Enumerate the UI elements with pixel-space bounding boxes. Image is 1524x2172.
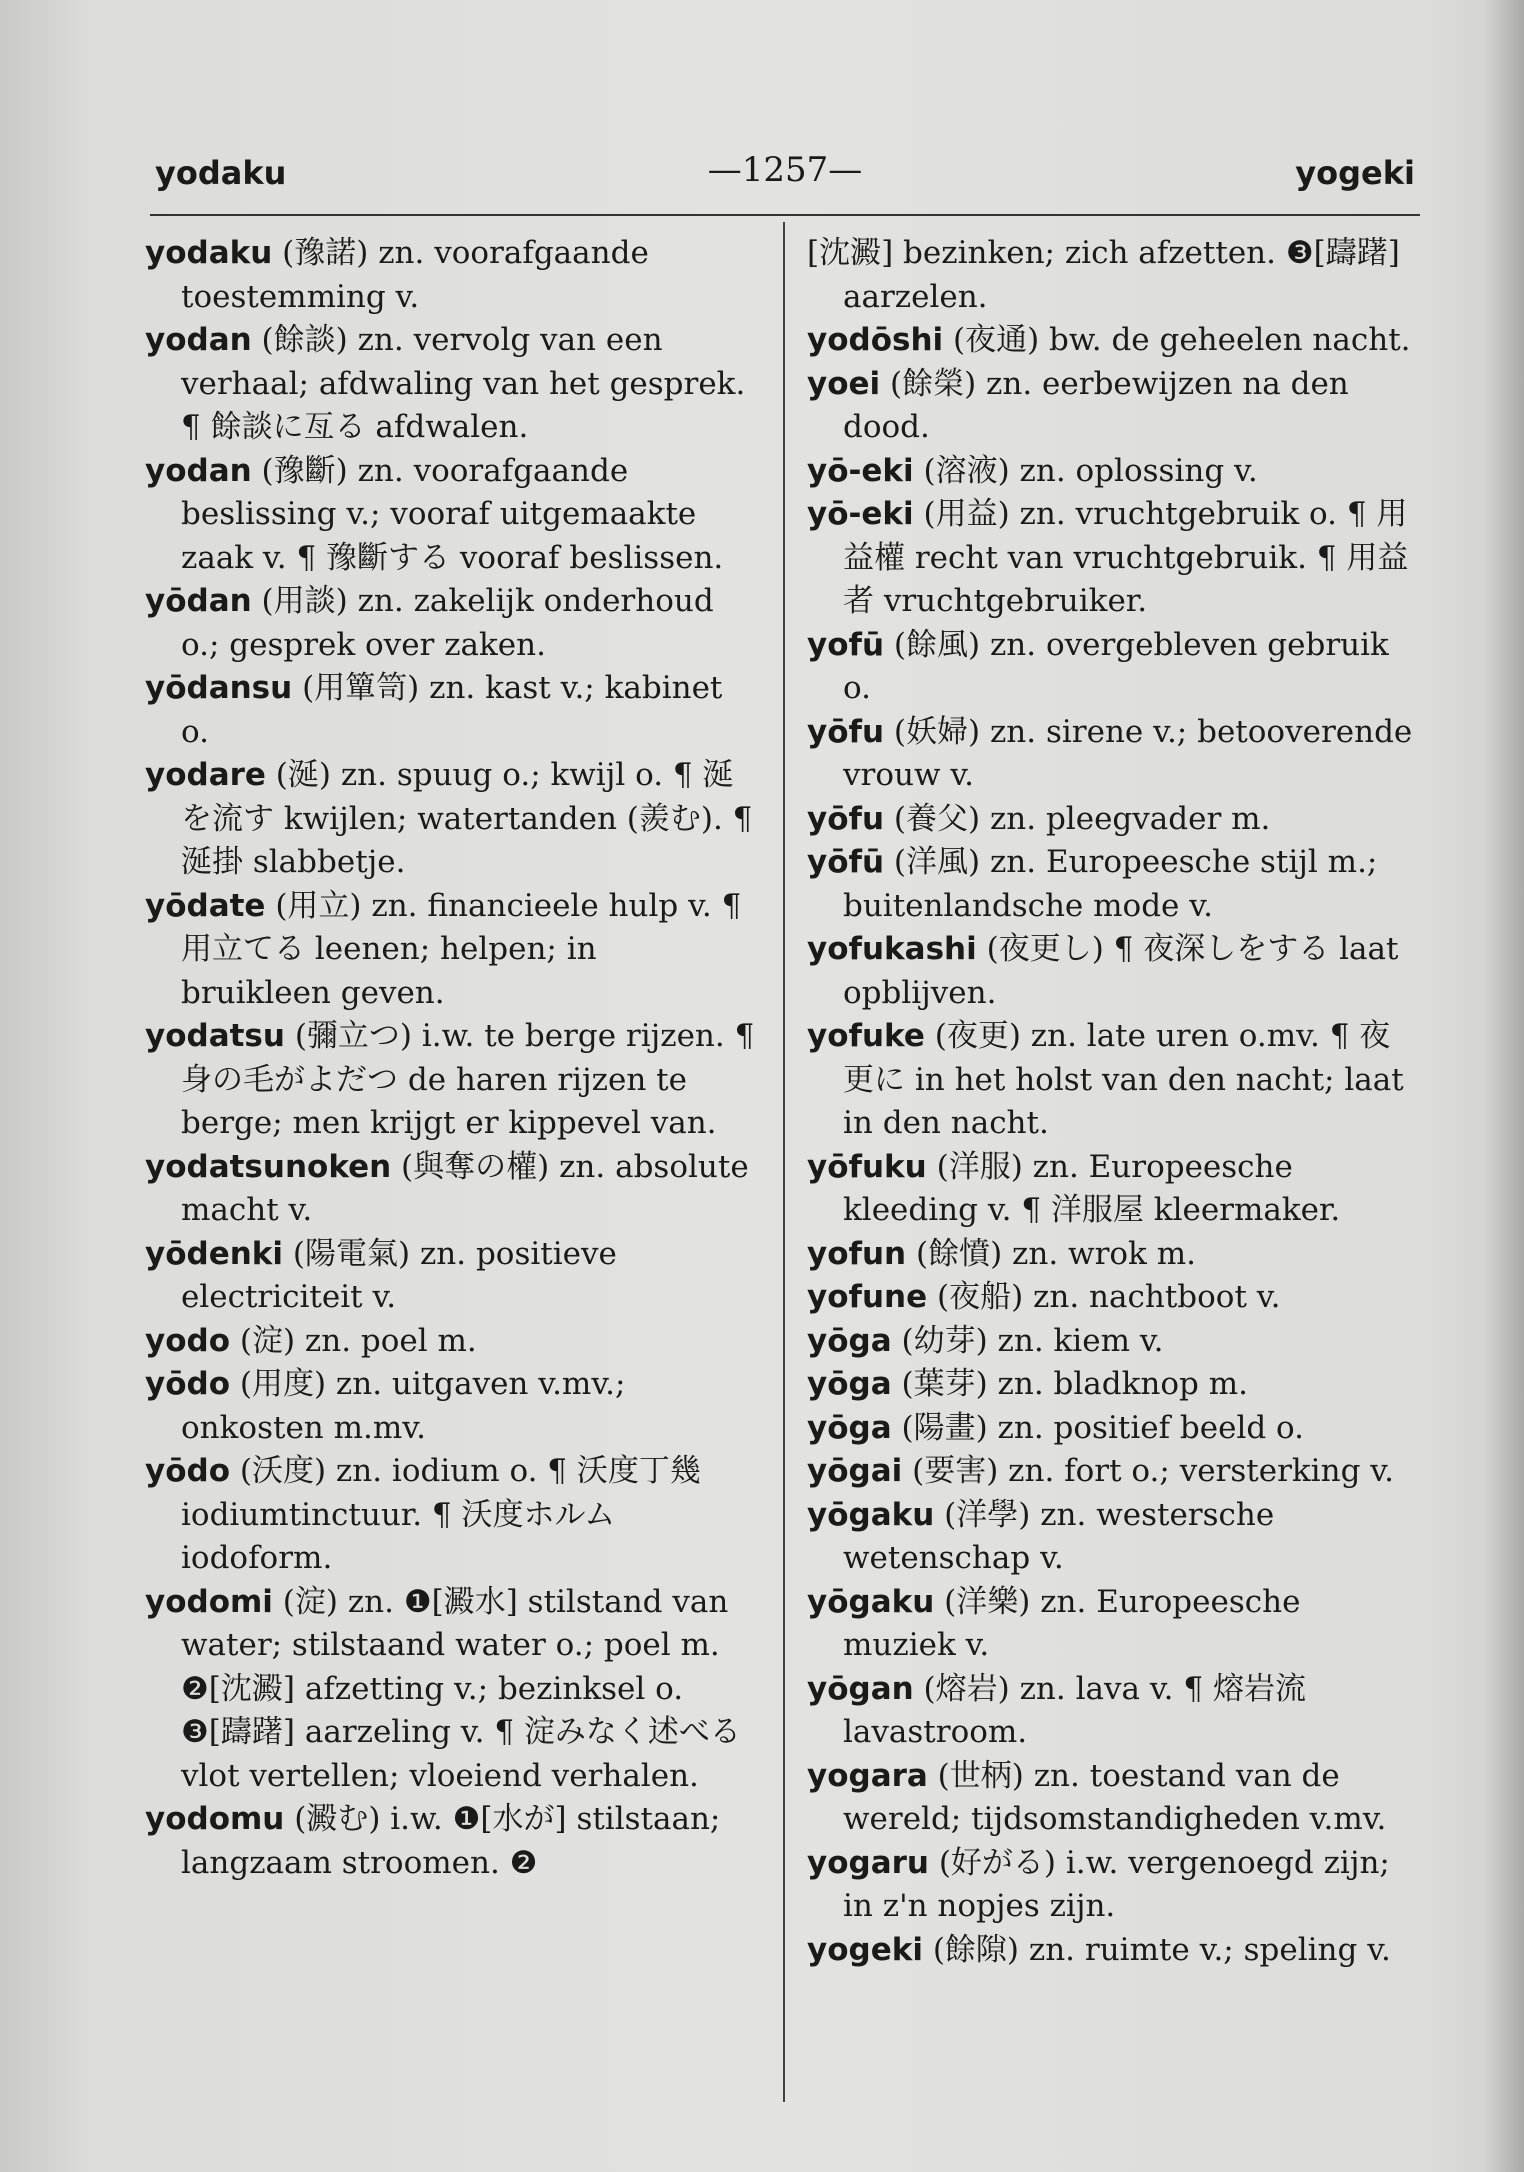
dictionary-entry (807, 1581, 1417, 1668)
dictionary-entry (145, 667, 755, 754)
entry-headword: yōdenki (145, 1235, 284, 1272)
entry-headword: yodare (145, 757, 266, 793)
right-column (807, 232, 1417, 2112)
dictionary-entry (145, 1233, 755, 1320)
entry-headword: yōdate (145, 887, 266, 924)
dictionary-entry (807, 319, 1417, 363)
entry-definition: (幼芽) zn. kiem v. (891, 1322, 1164, 1359)
entry-headword: yōga (807, 1322, 892, 1359)
dictionary-entry (807, 1929, 1417, 1973)
entry-headword: yodomu (145, 1801, 285, 1837)
entry-headword: yofun (807, 1235, 907, 1272)
dictionary-entry (145, 1146, 755, 1233)
spine-shadow (1484, 0, 1524, 2172)
entry-definition: (世柄) zn. toestand van de wereld; tijdsomstandigheden v.mv. (843, 1757, 1387, 1837)
entry-definition: (餘榮) zn. eerbewijzen na den dood. (843, 365, 1349, 445)
entry-headword: yofune (807, 1279, 928, 1315)
entry-definition: (涎) zn. spuug o.; kwijl o. ¶ 涎を流す kwijlen; watertanden (羨む). ¶ 涎掛 slabbetje. (181, 757, 753, 880)
dictionary-entry (807, 1755, 1417, 1842)
page-header (155, 140, 1415, 200)
entry-headword: yōdo (145, 1453, 230, 1489)
dictionary-entry (807, 493, 1417, 624)
dictionary-entry (807, 928, 1417, 1015)
entry-headword: yodatsu (145, 1018, 285, 1054)
entry-headword: yodo (145, 1322, 230, 1359)
dictionary-entry (145, 1363, 755, 1450)
entry-definition: (豫斷) zn. voorafgaande beslissing v.; vooraf uitgemaakte zaak v. ¶ 豫斷する vooraf beslissen. (181, 452, 724, 576)
entry-definition: (要害) zn. fort o.; versterking v. (902, 1453, 1394, 1489)
entry-definition: (餘憤) zn. wrok m. (906, 1235, 1196, 1272)
dictionary-entry (807, 624, 1417, 711)
entry-headword: yōfū (807, 844, 885, 880)
dictionary-entry (807, 1668, 1417, 1755)
entry-definition: (陽畫) zn. positief beeld o. (891, 1409, 1305, 1446)
entry-headword: yofukashi (807, 931, 977, 967)
entry-definition: (用簞笥) zn. kast v.; kabinet o. (181, 670, 723, 750)
dictionary-entry (145, 1320, 755, 1364)
dictionary-entry (807, 232, 1417, 319)
entry-definition: (陽電氣) zn. positieve electriciteit v. (181, 1235, 617, 1315)
entry-definition: (沃度) zn. iodium o. ¶ 沃度丁幾 iodiumtinctuur. ¶ 沃度ホルム iodoform. (181, 1453, 701, 1576)
entry-definition: (與奪の權) zn. absolute macht v. (181, 1148, 749, 1228)
entry-headword: yōfu (807, 713, 885, 750)
page-number: —1257— (707, 150, 863, 190)
header-rule (150, 214, 1420, 216)
entry-definition: (溶液) zn. oplossing v. (913, 452, 1258, 489)
entry-definition: (夜更し) ¶ 夜深しをする laat opblijven. (843, 931, 1399, 1011)
entry-headword: yōfu (807, 800, 885, 837)
entry-definition: (淀) zn. ❶[澱水] stilstand van water; stilstaand water o.; poel m. ❷[沈澱] afzetting v.; bezinksel o. ❸[躊躇] aarzeling v. ¶ 淀みなく述べる vlot vertellen; vloeiend verhalen. (181, 1583, 741, 1794)
entry-headword: yodomi (145, 1583, 273, 1620)
left-guide-word: yodaku (155, 154, 287, 192)
dictionary-entry (145, 754, 755, 885)
left-column (145, 232, 755, 2112)
dictionary-entry (807, 1494, 1417, 1581)
entry-headword: yōga (807, 1366, 892, 1402)
entry-headword: yoei (807, 365, 881, 402)
entry-definition: [沈澱] bezinken; zich afzetten. ❸[躊躇] aarzelen. (807, 235, 1400, 315)
entry-headword: yodōshi (807, 322, 944, 358)
dictionary-entry (807, 1363, 1417, 1407)
entry-definition: (用度) zn. uitgaven v.mv.; onkosten m.mv. (181, 1366, 626, 1446)
entry-definition: (洋風) zn. Europeesche stijl m.; buitenlandsche mode v. (843, 844, 1378, 924)
entry-definition: (澱む) i.w. ❶[水が] stilstaan; langzaam stroomen. ❷ (181, 1801, 721, 1881)
entry-headword: yōgaku (807, 1583, 935, 1620)
dictionary-entry (145, 1798, 755, 1885)
entry-headword: yō-eki (807, 452, 914, 489)
entry-headword: yodatsunoken (145, 1148, 392, 1185)
dictionary-entry (807, 450, 1417, 494)
entry-headword: yōgaku (807, 1496, 935, 1533)
entry-definition: (洋樂) zn. Europeesche muziek v. (843, 1583, 1301, 1663)
column-divider (783, 222, 785, 2102)
entry-headword: yodan (145, 322, 252, 358)
dictionary-entry (145, 1450, 755, 1581)
entry-headword: yodaku (145, 235, 273, 271)
dictionary-entry (807, 711, 1417, 798)
entry-headword: yodan (145, 452, 252, 489)
dictionary-entry (145, 1015, 755, 1146)
dictionary-entry (807, 363, 1417, 450)
dictionary-entry (807, 1842, 1417, 1929)
dictionary-entry (145, 232, 755, 319)
entry-definition: (洋學) zn. westersche wetenschap v. (843, 1496, 1275, 1576)
entry-headword: yogeki (807, 1931, 923, 1968)
entry-headword: yofuke (807, 1018, 925, 1054)
entry-definition: (餘風) zn. overgebleven gebruik o. (843, 626, 1389, 706)
entry-definition: (洋服) zn. Europeesche kleeding v. ¶ 洋服屋 kleermaker. (843, 1148, 1341, 1228)
entry-definition: (養父) zn. pleegvader m. (884, 800, 1271, 837)
entry-definition: (餘談) zn. vervolg van een verhaal; afdwaling van het gesprek. ¶ 餘談に亙る afdwalen. (181, 322, 746, 445)
entry-definition: (夜更) zn. late uren o.mv. ¶ 夜更に in het holst van den nacht; laat in den nacht. (843, 1018, 1404, 1141)
entry-definition: (熔岩) zn. lava v. ¶ 熔岩流 lavastroom. (843, 1670, 1306, 1750)
dictionary-entry (807, 1276, 1417, 1320)
right-guide-word: yogeki (1295, 154, 1415, 192)
dictionary-entry (145, 580, 755, 667)
dictionary-entry (145, 885, 755, 1016)
entry-headword: yogara (807, 1757, 928, 1794)
entry-headword: yō-eki (807, 496, 914, 532)
entry-definition: (夜通) bw. de geheelen nacht. (943, 322, 1411, 358)
dictionary-entry (807, 798, 1417, 842)
entry-headword: yōfuku (807, 1148, 927, 1185)
dictionary-entry (807, 1015, 1417, 1146)
dictionary-entry (145, 319, 755, 450)
entry-definition: (餘隙) zn. ruimte v.; speling v. (922, 1931, 1391, 1968)
entry-definition: (妖婦) zn. sirene v.; betooverende vrouw v. (843, 713, 1413, 793)
entry-headword: yōdan (145, 583, 252, 619)
entry-definition: (好がる) i.w. vergenoegd zijn; in z'n nopjes zijn. (843, 1844, 1390, 1924)
entry-headword: yofū (807, 626, 885, 663)
entry-definition: (用立) zn. financieele hulp v. ¶用立てる leenen; helpen; in bruikleen geven. (181, 887, 742, 1011)
entry-definition: (用談) zn. zakelijk onderhoud o.; gesprek over zaken. (181, 583, 714, 663)
entry-headword: yōgai (807, 1453, 903, 1489)
entry-definition: (豫諾) zn. voorafgaande toestemming v. (181, 235, 649, 315)
entry-definition: (夜船) zn. nachtboot v. (927, 1279, 1281, 1315)
dictionary-entry (807, 1146, 1417, 1233)
entry-definition: (彌立つ) i.w. te berge rijzen. ¶ 身の毛がよだつ de haren rijzen te berge; men krijgt er kippevel van. (181, 1018, 755, 1141)
dictionary-entry (145, 450, 755, 581)
dictionary-entry (807, 1233, 1417, 1277)
entry-definition: (淀) zn. poel m. (230, 1322, 477, 1359)
entry-headword: yōgan (807, 1670, 914, 1707)
entry-headword: yōga (807, 1409, 892, 1446)
entry-definition: (葉芽) zn. bladknop m. (891, 1366, 1248, 1402)
dictionary-entry (807, 841, 1417, 928)
entry-headword: yōdo (145, 1366, 230, 1402)
entry-definition: (用益) zn. vruchtgebruik o. ¶ 用益權 recht van vruchtgebruik. ¶ 用益者 vruchtgebruiker. (843, 496, 1409, 619)
dictionary-entry (145, 1581, 755, 1799)
entry-headword: yogaru (807, 1844, 929, 1881)
dictionary-entry (807, 1450, 1417, 1494)
dictionary-entry (807, 1407, 1417, 1451)
dictionary-entry (807, 1320, 1417, 1364)
entry-headword: yōdansu (145, 670, 293, 706)
